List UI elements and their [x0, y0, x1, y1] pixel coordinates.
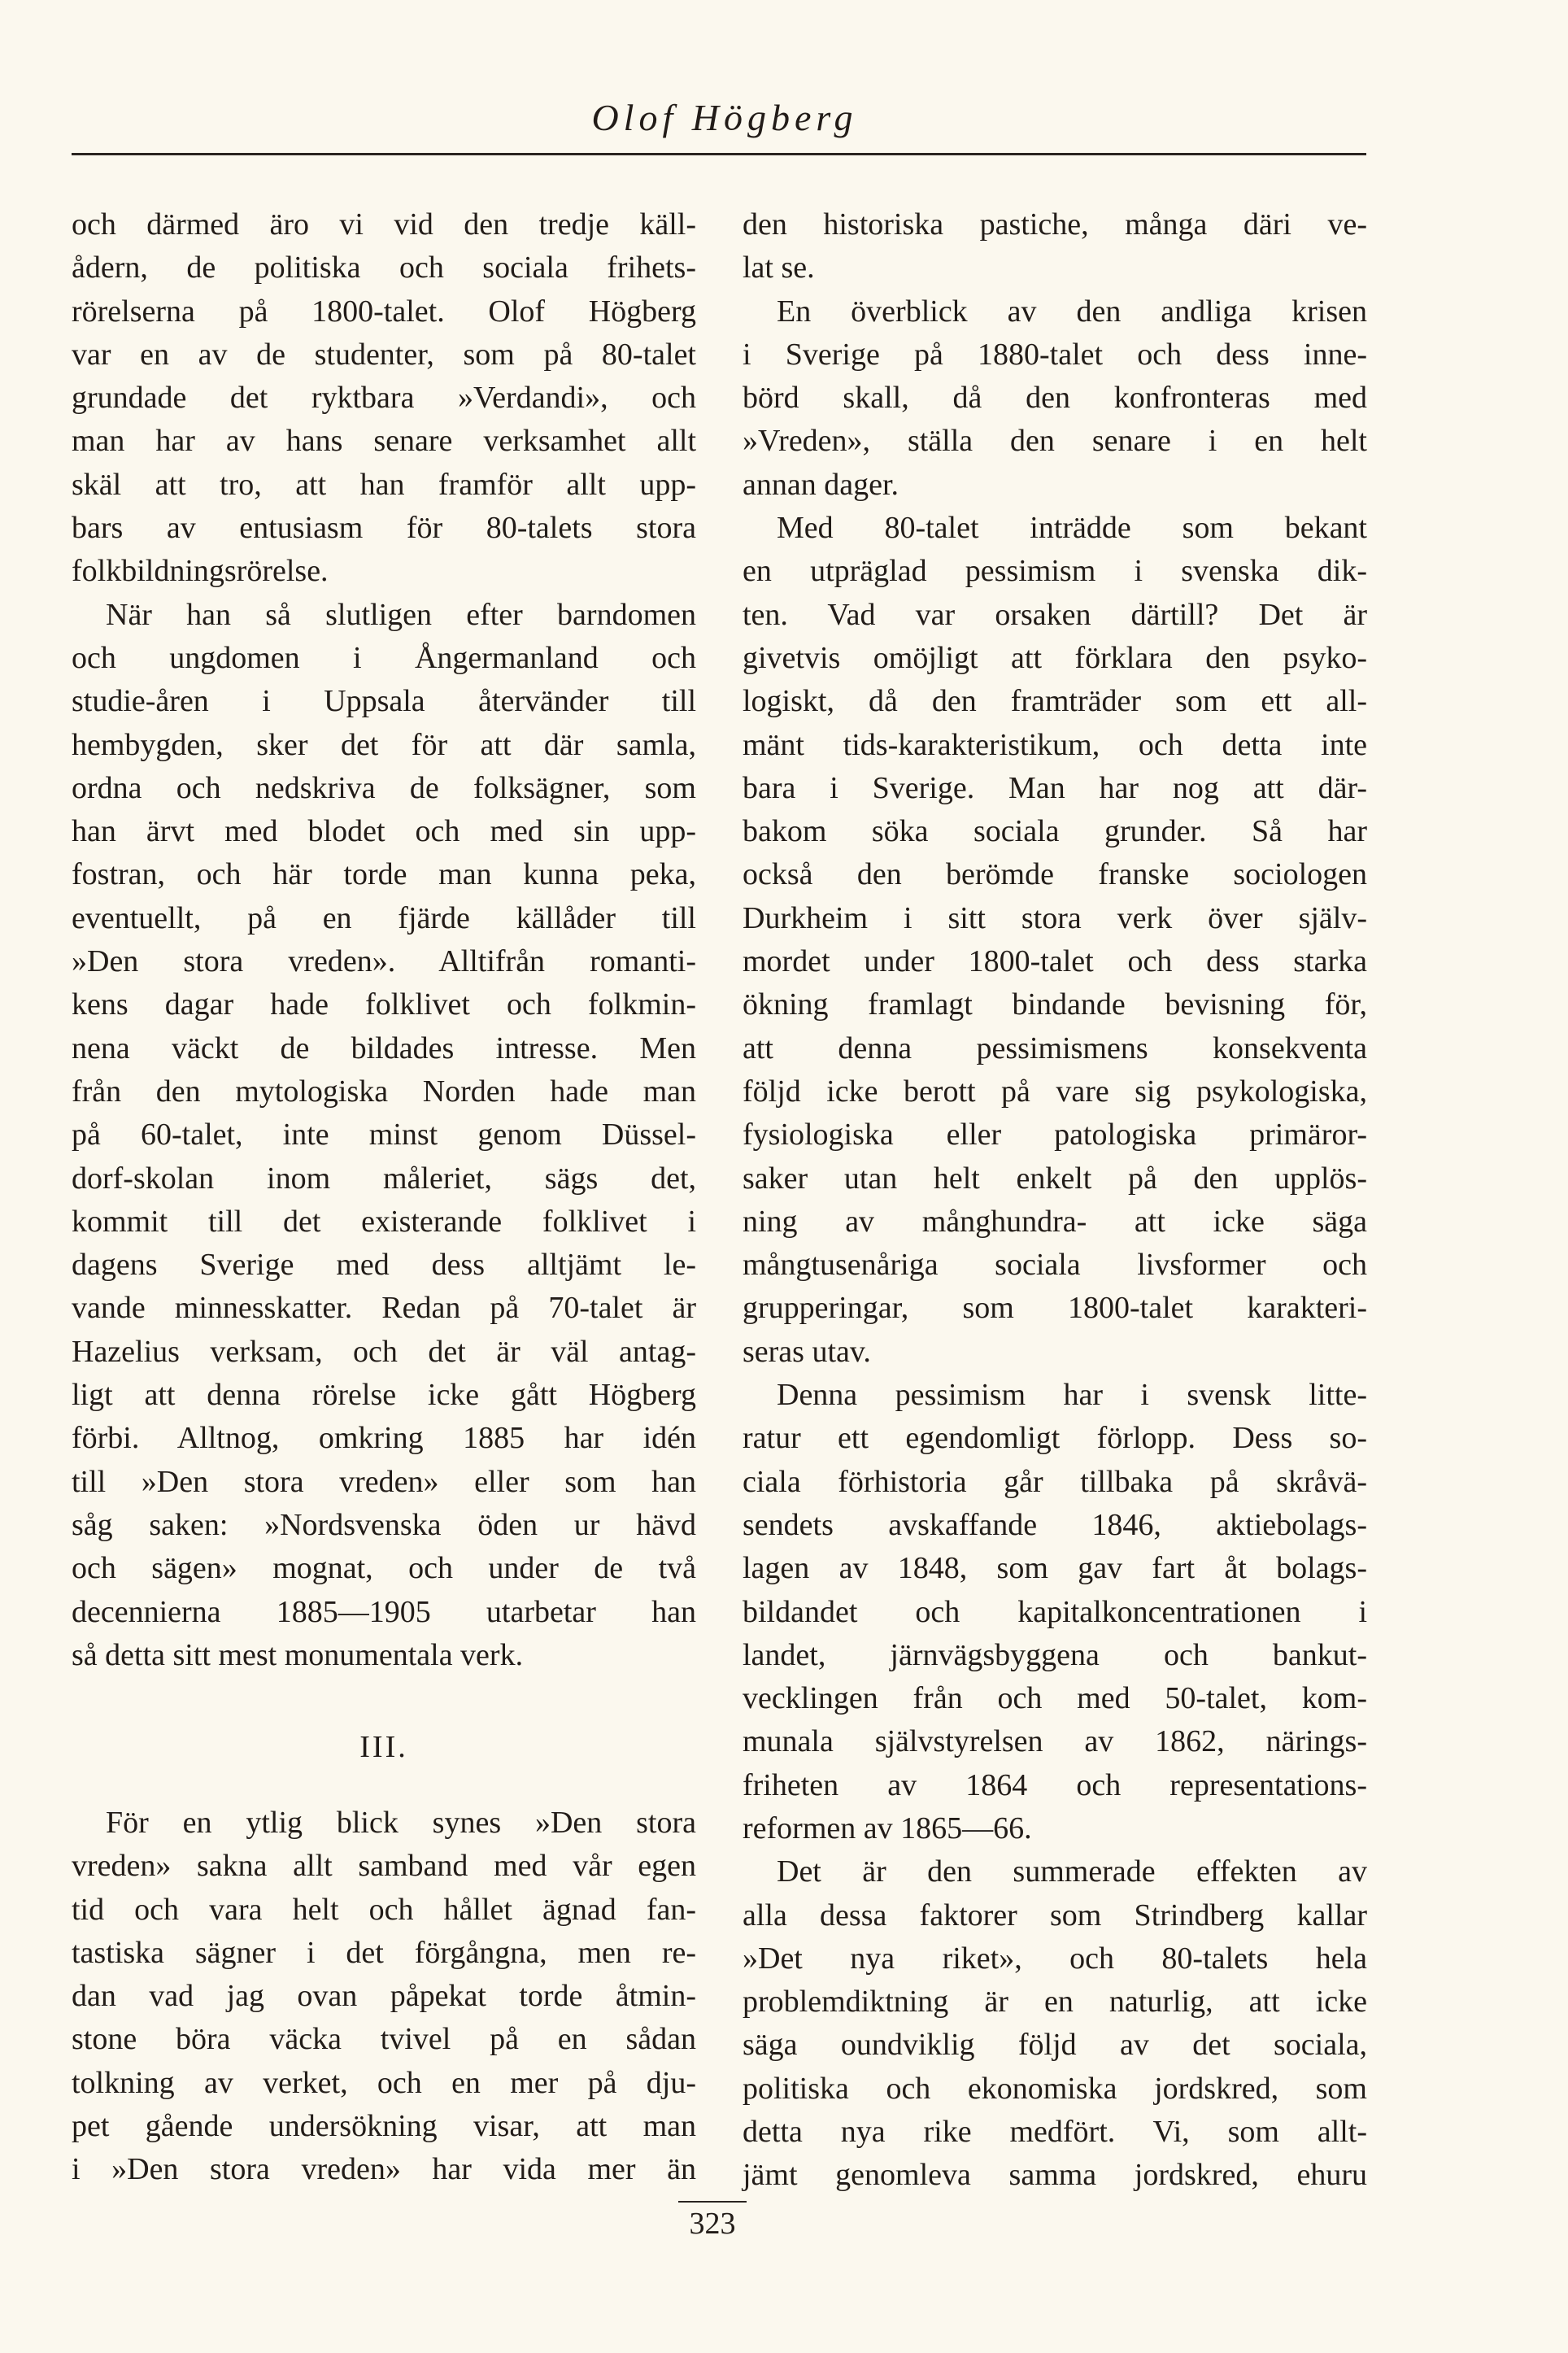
text-line: kommit till det existerande folklivet i: [72, 1204, 696, 1239]
paragraph: [72, 594, 696, 1677]
text-line: i »Den stora vreden» har vida mer än: [72, 2152, 696, 2187]
text-line: bildandet och kapitalkoncentrationen i: [743, 1594, 1367, 1629]
text-line: grundade det ryktbara »Verdandi», och: [72, 381, 696, 416]
text-line: bakom söka sociala grunder. Så har: [743, 814, 1367, 849]
header-rule: [72, 153, 1366, 155]
running-head-title: Olof Högberg: [591, 97, 858, 138]
text-line: vreden» sakna allt samband med vår egen: [72, 1849, 696, 1884]
text-line: friheten av 1864 och representations-: [743, 1767, 1367, 1802]
text-line: vande minnesskatter. Redan på 70-talet är: [72, 1291, 696, 1326]
text-line: bars av entusiasm för 80-talets stora: [72, 511, 696, 546]
text-line: decennierna 1885—1905 utarbetar han: [72, 1594, 696, 1629]
section-heading: III.: [359, 1730, 408, 1764]
text-line: problemdiktning är en naturlig, att icke: [743, 1985, 1367, 2020]
text-line: annan dager.: [743, 467, 899, 502]
page-number-rule: [678, 2201, 747, 2203]
text-line: mångtusenåriga sociala livsformer och: [743, 1248, 1367, 1283]
text-line: fostran, och här torde man kunna peka,: [72, 857, 696, 892]
text-line: politiska och ekonomiska jordskred, som: [743, 2071, 1367, 2106]
text-line: detta nya rike medfört. Vi, som allt-: [743, 2115, 1367, 2150]
text-line: ligt att denna rörelse icke gått Högberg: [72, 1378, 696, 1413]
text-line: »Vreden», ställa den senare i en helt: [743, 424, 1367, 459]
text-line: studie-åren i Uppsala återvänder till: [72, 684, 696, 719]
text-line: vecklingen från och med 50-talet, kom-: [743, 1681, 1367, 1716]
text-line: ökning framlagt bindande bevisning för,: [743, 987, 1367, 1022]
text-line: lat se.: [743, 251, 815, 285]
text-line: bara i Sverige. Man har nog att där-: [743, 770, 1367, 805]
text-line: följd icke berott på vare sig psykologiska,: [743, 1074, 1367, 1109]
text-line: så detta sitt mest monumentala verk.: [72, 1637, 524, 1672]
left-column: [72, 203, 696, 1677]
text-line: Det är den summerade effekten av: [777, 1854, 1367, 1889]
text-line: mordet under 1800-talet och dess starka: [743, 944, 1367, 979]
text-line: tid och vara helt och hållet ägnad fan-: [72, 1892, 696, 1927]
text-line: förbi. Alltnog, omkring 1885 har idén: [72, 1421, 696, 1456]
text-line: reformen av 1865—66.: [743, 1811, 1032, 1845]
text-line: ten. Vad var orsaken därtill? Det är: [743, 597, 1367, 632]
paragraph: [743, 507, 1367, 1374]
page-number: 323: [689, 2207, 736, 2241]
text-line: Denna pessimism har i svensk litte-: [777, 1378, 1367, 1413]
text-line: ådern, de politiska och sociala frihets-: [72, 251, 696, 285]
text-line: han ärvt med blodet och med sin upp-: [72, 814, 696, 849]
text-line: säga oundviklig följd av det sociala,: [743, 2028, 1367, 2063]
text-line: också den berömde franske sociologen: [743, 857, 1367, 892]
text-line: sendets avskaffande 1846, aktiebolags-: [743, 1507, 1367, 1542]
text-line: såg saken: »Nordsvenska öden ur hävd: [72, 1507, 696, 1542]
text-line: seras utav.: [743, 1334, 871, 1369]
text-line: en utpräglad pessimism i svenska dik-: [743, 554, 1367, 589]
text-line: »Det nya riket», och 80-talets hela: [743, 1941, 1367, 1976]
text-line: Durkheim i sitt stora verk över själv-: [743, 900, 1367, 935]
text-line: att denna pessimismens konsekventa: [743, 1031, 1367, 1065]
text-line: och därmed äro vi vid den tredje käll-: [72, 207, 696, 242]
text-line: grupperingar, som 1800-talet karakteri-: [743, 1291, 1367, 1326]
text-line: När han så slutligen efter barndomen: [106, 597, 696, 632]
text-line: från den mytologiska Norden hade man: [72, 1074, 696, 1109]
text-line: den historiska pastiche, många däri ve-: [743, 207, 1367, 242]
text-line: till »Den stora vreden» eller som han: [72, 1464, 696, 1499]
text-line: rörelserna på 1800-talet. Olof Högberg: [72, 294, 696, 329]
text-line: dan vad jag ovan påpekat torde åtmin-: [72, 1979, 696, 2014]
text-line: tastiska sägner i det förgångna, men re-: [72, 1935, 696, 1970]
paragraph: [743, 1374, 1367, 1850]
paragraph: [743, 1850, 1367, 2197]
text-line: Hazelius verksam, och det är väl antag-: [72, 1334, 696, 1369]
text-line: stone böra väcka tvivel på en sådan: [72, 2022, 696, 2057]
text-line: alla dessa faktorer som Strindberg kallar: [743, 1898, 1367, 1933]
text-line: fysiologiska eller patologiska primäror-: [743, 1118, 1367, 1153]
text-line: munala självstyrelsen av 1862, närings-: [743, 1724, 1367, 1759]
text-line: i Sverige på 1880-talet och dess inne-: [743, 337, 1367, 372]
text-line: och sägen» mognat, och under de två: [72, 1551, 696, 1586]
text-line: dorf-skolan inom måleriet, sägs det,: [72, 1161, 696, 1196]
text-line: dagens Sverige med dess alltjämt le-: [72, 1248, 696, 1283]
text-line: folkbildningsrörelse.: [72, 554, 329, 589]
text-line: på 60-talet, inte minst genom Düssel-: [72, 1118, 696, 1153]
right-column: [743, 203, 1367, 2198]
text-line: skäl att tro, att han framför allt upp-: [72, 467, 696, 502]
text-line: För en ytlig blick synes »Den stora: [106, 1806, 696, 1840]
text-line: logiskt, då den framträder som ett all-: [743, 684, 1367, 719]
text-line: och ungdomen i Ångermanland och: [72, 640, 696, 675]
text-line: tolkning av verket, och en mer på dju-: [72, 2065, 696, 2100]
text-line: »Den stora vreden». Alltifrån romanti-: [72, 944, 696, 979]
paragraph: [743, 290, 1367, 507]
text-line: var en av de studenter, som på 80-talet: [72, 337, 696, 372]
left-column-section-three: [72, 1802, 696, 2192]
text-line: man har av hans senare verksamhet allt: [72, 424, 696, 459]
text-line: saker utan helt enkelt på den upplös-: [743, 1161, 1367, 1196]
text-line: börd skall, då den konfronteras med: [743, 381, 1367, 416]
text-line: mänt tids-karakteristikum, och detta inte: [743, 727, 1367, 762]
text-line: ciala förhistoria går tillbaka på skråvä-: [743, 1464, 1367, 1499]
paragraph: [72, 203, 696, 594]
text-line: ning av månghundra- att icke säga: [743, 1204, 1367, 1239]
text-line: ordna och nedskriva de folksägner, som: [72, 770, 696, 805]
text-line: En överblick av den andliga krisen: [777, 294, 1367, 329]
text-line: eventuellt, på en fjärde källåder till: [72, 900, 696, 935]
text-line: ratur ett egendomligt förlopp. Dess so-: [743, 1421, 1367, 1456]
paragraph: [743, 203, 1367, 290]
text-line: pet gående undersökning visar, att man: [72, 2109, 696, 2144]
text-line: hembygden, sker det för att där samla,: [72, 727, 696, 762]
text-line: kens dagar hade folklivet och folkmin-: [72, 987, 696, 1022]
text-line: lagen av 1848, som gav fart åt bolags-: [743, 1551, 1367, 1586]
text-line: landet, järnvägsbyggena och bankut-: [743, 1637, 1367, 1672]
paragraph: [72, 1802, 696, 2192]
text-line: jämt genomleva samma jordskred, ehuru: [743, 2158, 1367, 2193]
text-line: givetvis omöjligt att förklara den psyko-: [743, 640, 1367, 675]
text-line: Med 80-talet inträdde som bekant: [777, 511, 1367, 546]
text-line: nena väckt de bildades intresse. Men: [72, 1031, 696, 1065]
